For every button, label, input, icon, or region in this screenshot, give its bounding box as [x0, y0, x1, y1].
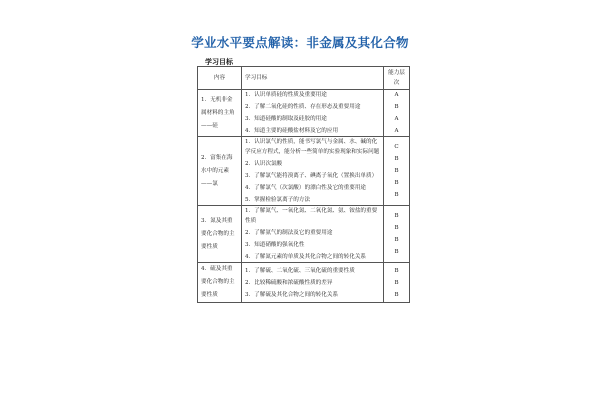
table-row	[198, 263, 410, 303]
level-item: B	[394, 104, 399, 110]
goal-item: 1．了解氮气、一氧化氮、二氧化氮、氨、铵盐的重要性质	[245, 208, 378, 224]
row-topic: 1．无机非金属材料的主角——硅	[198, 90, 242, 137]
level-item: B	[394, 279, 399, 286]
table-row	[198, 90, 410, 137]
level-item: B	[394, 192, 399, 198]
goal-item: 3．了解硫及其化合物之间的转化关系	[245, 291, 339, 298]
level-item: B	[394, 156, 399, 162]
level-item: B	[394, 180, 399, 186]
goal-item: 1．认识单质硅的性质及重要用途	[245, 92, 327, 98]
goal-item: 4．知道主要的硅酸盐材料及它的应用	[245, 128, 339, 134]
goal-item: 1．了解硫、二氧化硫、三氧化硫的重要性质	[245, 267, 355, 274]
goal-item: 1．认识氯气的性质，能书写氯气与金属、水、碱的化学反应方程式，能分析一些简单的实验现象和实际问题	[245, 139, 380, 155]
goal-item: 3．了解氯气能将溴离子、碘离子氧化（置换出单质）	[245, 173, 378, 179]
goal-item: 2．比较稀硫酸和浓硫酸性质的差异	[245, 279, 333, 286]
level-item: B	[394, 249, 399, 255]
goal-item: 5．掌握检验氯离子的方法	[245, 197, 311, 203]
level-item: B	[394, 267, 399, 274]
level-item: C	[394, 144, 399, 150]
goal-item: 2．认识次氯酸	[245, 161, 283, 167]
header-content: 内容	[198, 67, 242, 90]
level-item: B	[394, 291, 399, 298]
row-levels	[384, 263, 410, 303]
row-goals	[242, 90, 384, 137]
level-item: B	[394, 225, 399, 231]
table-header-row	[198, 67, 410, 90]
row-topic: 4．硫及其重要化合物的主要性质	[198, 263, 242, 303]
row-levels	[384, 137, 410, 206]
page-title: 学业水平要点解读：非金属及其化合物	[191, 35, 409, 50]
table-row	[198, 137, 410, 206]
level-item: A	[394, 92, 399, 98]
goal-item: 3．知道硅酸的制取及硅胶的用途	[245, 116, 327, 122]
level-item: B	[394, 237, 399, 243]
table-row	[198, 206, 410, 263]
learning-goals-table	[197, 66, 410, 303]
goal-item: 3．知道硝酸的强氧化性	[245, 242, 305, 248]
row-levels	[384, 90, 410, 137]
row-goals	[242, 137, 384, 206]
section-label: 学习目标	[205, 57, 233, 66]
goal-item: 2．了解二氧化硅的性质、存在形态及重要用途	[245, 104, 361, 110]
level-item: A	[394, 128, 399, 134]
header-learning-goal: 学习目标	[242, 67, 384, 90]
goal-item: 4．了解氯气（次氯酸）的漂白性及它的重要用途	[245, 185, 367, 191]
row-goals	[242, 206, 384, 263]
row-topic: 2．富集在海水中的元素——氯	[198, 137, 242, 206]
level-item: A	[394, 116, 399, 122]
header-ability-level: 能力层次	[384, 67, 410, 90]
row-levels	[384, 206, 410, 263]
goal-item: 2．了解氨气的制法及它的重要用途	[245, 230, 333, 236]
level-item: B	[394, 168, 399, 174]
goal-item: 4．了解氮元素的单质及其化合物之间的转化关系	[245, 254, 367, 260]
row-topic: 3．氮及其重要化合物的主要性质	[198, 206, 242, 263]
level-item: B	[394, 213, 399, 219]
row-goals	[242, 263, 384, 303]
